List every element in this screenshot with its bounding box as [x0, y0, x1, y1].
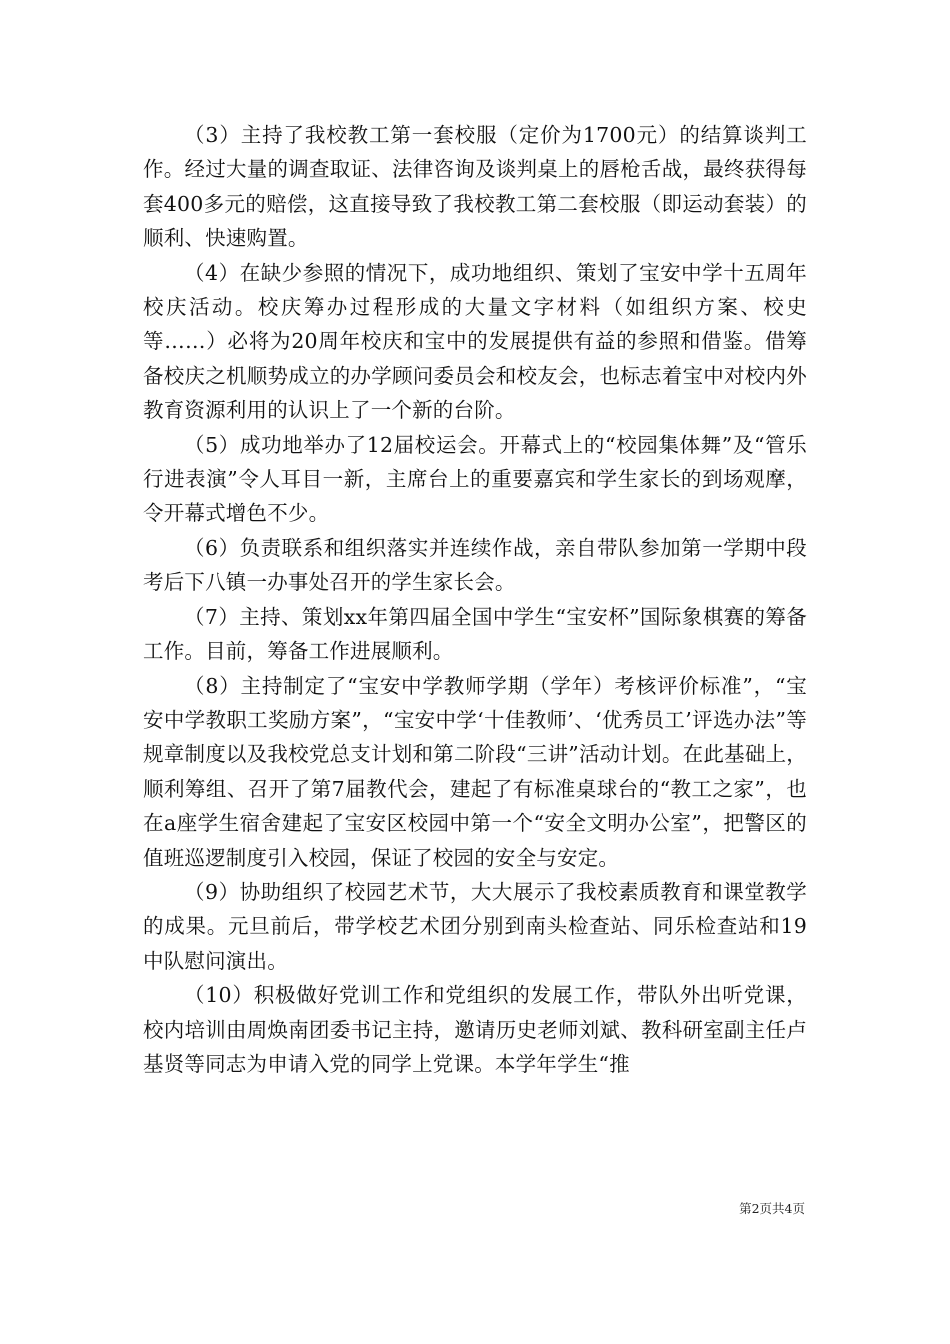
paragraph-item-9: （9）协助组织了校园艺术节，大大展示了我校素质教育和课堂教学的成果。元旦前后，带学校艺术团分别到南头检查站、同乐检查站和19中队慰问演出。 [143, 879, 807, 973]
page-number-footer: 第2页共4页 [739, 1201, 805, 1216]
paragraph-item-5: （5）成功地举办了12届校运会。开幕式上的“校园集体舞”及“管乐行进表演”令人耳目一新，主席台上的重要嘉宾和学生家长的到场观摩，令开幕式增色不少。 [143, 432, 807, 526]
paragraph-item-10: （10）积极做好党训工作和党组织的发展工作，带队外出听党课，校内培训由周焕南团委书记主持，邀请历史老师刘斌、教科研室副主任卢基贤等同志为申请入党的同学上党课。本学年学生“推 [143, 983, 807, 1076]
paragraph-item-8: （8）主持制定了“宝安中学教师学期（学年）考核评价标准”，“宝安中学教职工奖励方案”，“宝安中学‘十佳教师’、‘优秀员工’评选办法”等规章制度以及我校党总支计划和第二阶段“三讲”活动计划。在此基础上，顺利筹组、召开了第7届教代会，建起了有标准桌球台的“教工之家”，也在a座学生宿舍建起了宝安区校园中第一个“安全文明办公室”，把警区的值班巡逻制度引入校园，保证了校园的安全与安定。 [143, 673, 807, 870]
paragraph-item-3: （3）主持了我校教工第一套校服（定价为1700元）的结算谈判工作。经过大量的调查取证、法律咨询及谈判桌上的唇枪舌战，最终获得每套400多元的赔偿，这直接导致了我校教工第二套校服（即运动套装）的顺利、快速购置。 [143, 123, 807, 251]
paragraph-item-7: （7）主持、策划xx年第四届全国中学生“宝安杯”国际象棋赛的筹备工作。目前，筹备工作进展顺利。 [143, 604, 807, 664]
document-body [143, 118, 807, 1081]
paragraph-item-4: （4）在缺少参照的情况下，成功地组织、策划了宝安中学十五周年校庆活动。校庆筹办过程形成的大量文字材料（如组织方案、校史等……）必将为20周年校庆和宝中的发展提供有益的参照和借鉴。借筹备校庆之机顺势成立的办学顾问委员会和校友会，也标志着宝中对校内外教育资源利用的认识上了一个新的台阶。 [143, 260, 807, 423]
paragraph-item-6: （6）负责联系和组织落实并连续作战，亲自带队参加第一学期中段考后下八镇一办事处召开的学生家长会。 [143, 535, 807, 595]
